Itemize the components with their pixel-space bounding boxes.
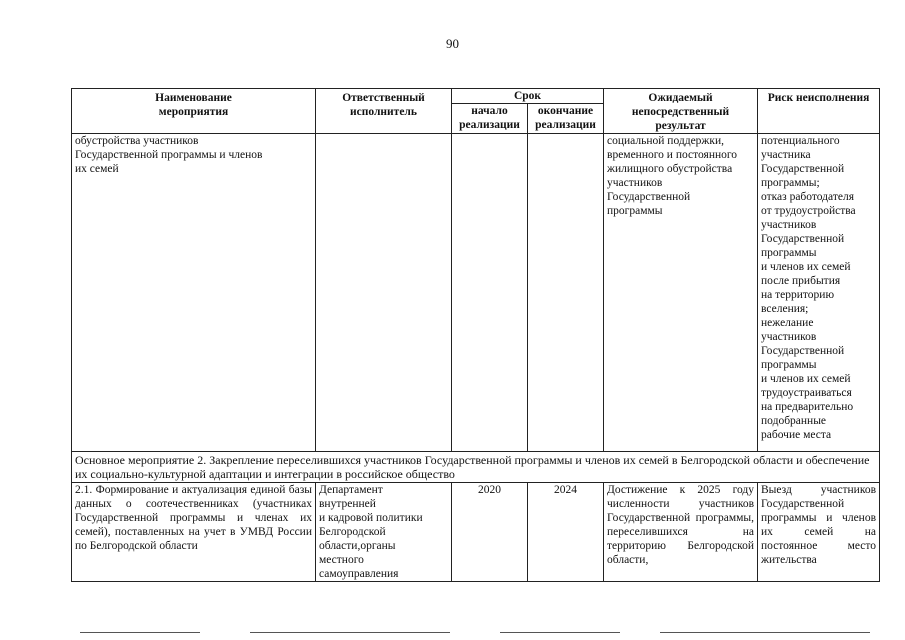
cell-start: 2020 xyxy=(452,483,528,582)
cell-end: 2024 xyxy=(528,483,604,582)
header-executor: Ответственный исполнитель xyxy=(316,89,452,134)
table-row xyxy=(72,483,880,582)
cell-start xyxy=(452,134,528,452)
table-header-row xyxy=(72,89,880,104)
header-expected-result: Ожидаемый непосредственный результат xyxy=(604,89,758,134)
cell-risk: потенциального участника Государственной программы; отказ работодателя от трудоустройства участников Государственной программы и членов их семей после прибытия на территорию вселения; нежелание участников Государственной программы и членов их семей трудоустраиваться на предварительно подобранные рабочие места xyxy=(758,134,880,452)
header-start: начало реализации xyxy=(452,104,528,134)
section-heading: Основное мероприятие 2. Закрепление переселившихся участников Государственной программы и членов их семей в Белгородской области и обеспечение их социально-культурной адаптации и интеграции в российское общество xyxy=(72,452,880,483)
cell-measure-name: обустройства участников Государственной программы и членов их семей xyxy=(72,134,316,452)
section-heading-row xyxy=(72,452,880,483)
cell-measure-name: 2.1. Формирование и актуализация единой базы данных о соотечественниках (участниках Государственной программы и членах их семей), поставленных на учет в УМВД России по Белгородской области xyxy=(72,483,316,582)
cell-expected-result: Достижение к 2025 году численности участников Государственной программы, переселившихся на территорию Белгородской области, xyxy=(604,483,758,582)
header-term: Срок xyxy=(452,89,604,104)
cell-executor xyxy=(316,134,452,452)
cell-risk: Выезд участников Государственной программы и членов их семей на постоянное место жительства xyxy=(758,483,880,582)
footer-rule xyxy=(250,632,450,633)
footer-rule xyxy=(660,632,870,633)
cell-executor: Департамент внутренней и кадровой политики Белгородской области,органы местного самоуправления xyxy=(316,483,452,582)
page-number: 90 xyxy=(446,36,459,51)
header-end: окончание реализации xyxy=(528,104,604,134)
cell-expected-result: социальной поддержки, временного и постоянного жилищного обустройства участников Государственной программы xyxy=(604,134,758,452)
table-row xyxy=(72,134,880,452)
footer-rule xyxy=(500,632,620,633)
measures-table xyxy=(71,88,880,582)
header-risk: Риск неисполнения xyxy=(758,89,880,134)
footer-rule xyxy=(80,632,200,633)
cell-end xyxy=(528,134,604,452)
header-measure-name: Наименование мероприятия xyxy=(72,89,316,134)
